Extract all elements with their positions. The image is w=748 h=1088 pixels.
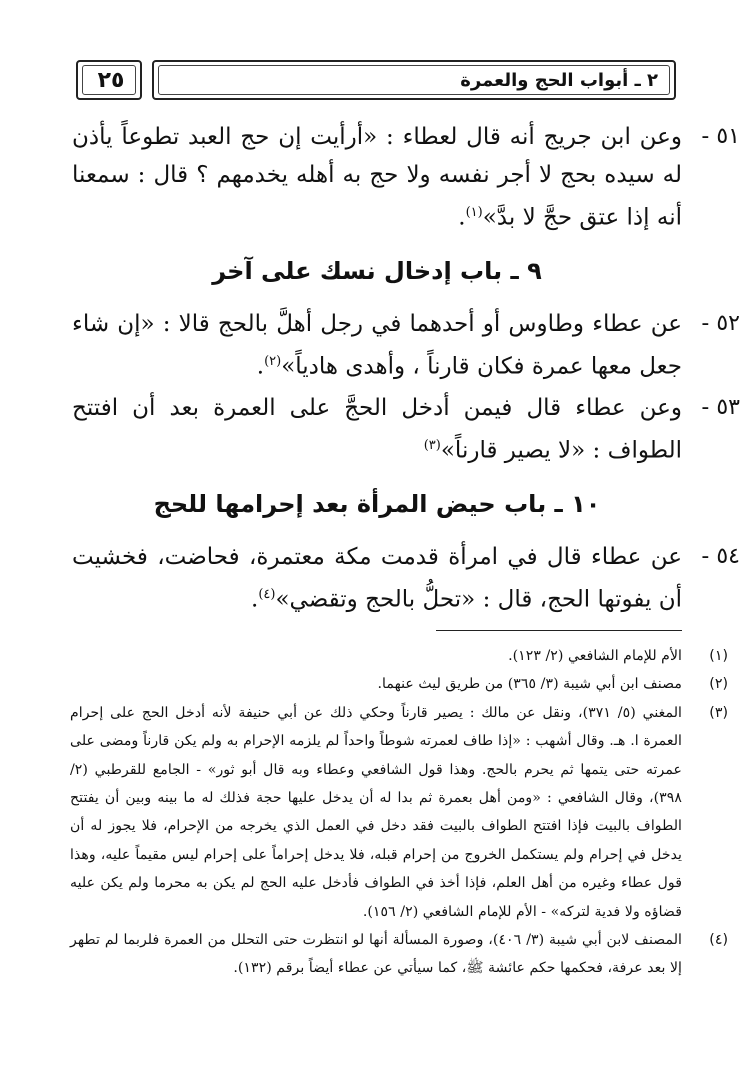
entry-text: وعن عطاء قال فيمن أدخل الحجَّ على العمرة بعد أن افتتح الطواف : «لا يصير قارناً» — [72, 395, 682, 464]
header-title-frame — [152, 60, 676, 100]
footnotes — [70, 642, 728, 983]
entry-51: ٥١ - وعن ابن جريج أنه قال لعطاء : «أرأيت إن حج العبد تطوعاً يأذن له سيده بحج لا أجر نفسه ولا حج به أهله يخدمهم ؟ قال : سمعنا أنه إذا عتق حجَّ لا بدَّ»$^{(١)}$. — [72, 118, 682, 237]
main-text — [72, 118, 740, 623]
page-number-frame — [76, 60, 142, 100]
footnote-divider — [436, 630, 682, 631]
entry-text: عن عطاء قال في امرأة قدمت مكة معتمرة، فحاضت، فخشيت أن يفوتها الحج، قال : «تحلُّ بالحج وتقضي» — [72, 543, 682, 613]
section-heading-10: ١٠ ـ باب حيض المرأة بعد إحرامها للحج — [153, 489, 601, 518]
entry-number: ٥١ - — [701, 124, 740, 149]
entry-text: وعن ابن جريج أنه قال لعطاء : «أرأيت إن حج العبد تطوعاً يأذن له سيده بحج لا أجر نفسه ولا حج به أهله يخدمهم ؟ قال : سمعنا أنه إذا عتق حجَّ لا بدَّ» — [72, 124, 682, 231]
entry-text: عن عطاء وطاوس أو أحدهما في رجل أهلَّ بالحج قالا : «إن شاء جعل معها عمرة فكان قارناً ، وأهدى هادياً» — [72, 310, 682, 380]
footnote-ref: (٢) — [264, 353, 282, 369]
footnote-text: المصنف لابن أبي شيبة (٣/ ٤٠٦)، وصورة المسألة أنها لو انتظرت حتى التحلل من العمرة فلربما لم تطهر إلا بعد عرفة، فحكمها حكم عائشة ﷺ، كما سيأتي عن عطاء أيضاً برقم (١٣٢). — [70, 932, 683, 977]
footnote-number: (٣) — [709, 704, 728, 721]
entry-54: ٥٤ - عن عطاء قال في امرأة قدمت مكة معتمرة، فحاضت، فخشيت أن يفوتها الحج، قال : «تحلُّ بالحج وتقضي»$^{(٤)}$. — [72, 538, 682, 619]
footnote-ref: (١) — [465, 205, 483, 220]
footnote-number: (١) — [709, 648, 728, 664]
running-title: ٢ ـ أبواب الحج والعمرة — [460, 70, 658, 91]
entry-number: ٥٤ - — [701, 543, 740, 569]
page-number: ٢٥ — [97, 68, 125, 93]
footnote-number: (٢) — [709, 676, 728, 693]
footnote-ref: (٣) — [423, 438, 441, 454]
footnote-1 — [70, 642, 728, 670]
footnote-text: الأم للإمام الشافعي (٢/ ١٢٣). — [508, 648, 682, 664]
footnote-2 — [70, 670, 728, 698]
footnote-text: المغني (٥/ ٣٧١)، ونقل عن مالك : يصير قارناً وحكي ذلك عن أبي حنيفة لأنه أدخل الحج على إحرام العمرة ا. هـ. وقال أشهب : «إذا طاف لعمرته شوطاً واحداً لم يلزمه الإحرام به ولم يكن قارناً ومضى على عمرته حتى يتمها ثم يحرم بالحج. وهذا قول الشافعي وعطاء وبه قال أبو ثور» - الجامع للقرطبي (٢/ ٣٩٨)، وقال الشافعي : «ومن أهل بعمرة ثم بدا له أن يدخل عليها حجة فذلك له ما بينه وبين أن يفتتح الطواف بالبيت فإذا افتتح الطواف بالبيت فقد دخل في العمل الذي يخرجه من الإحرام، فلا يجوز له أن يدخل في إحرام ولم يستكمل الخروج من إحرام قبله، فلا يدخل إحراماً على إحرام ليس مقيماً عليه، وهذا قول عطاء وغيره من أهل العلم، فإذا أخذ في الطواف فأدخل عليه الحج لم يكن به محرما ولم يكن عليه قضاؤه ولا فدية لتركه» - الأم للإمام الشافعي (٢/ ١٥٦). — [70, 704, 682, 920]
footnote-ref: (٤) — [258, 586, 276, 602]
entry-number: ٥٣ - — [701, 395, 740, 421]
entry-52: ٥٢ - عن عطاء وطاوس أو أحدهما في رجل أهلَّ بالحج قالا : «إن شاء جعل معها عمرة فكان قارناً ، وأهدى هادياً»$^{(٢)}$. — [72, 305, 682, 386]
footnote-3 — [70, 699, 728, 926]
footnote-4 — [70, 926, 728, 983]
page-header — [76, 60, 676, 102]
entry-number: ٥٢ - — [701, 310, 740, 336]
entry-53 — [72, 389, 740, 470]
footnote-text: مصنف ابن أبي شيبة (٣/ ٣٦٥) من طريق ليث عنهما. — [377, 676, 682, 693]
section-heading-9: ٩ ـ باب إدخال نسك على آخر — [212, 256, 542, 285]
footnote-number: (٤) — [709, 932, 728, 949]
